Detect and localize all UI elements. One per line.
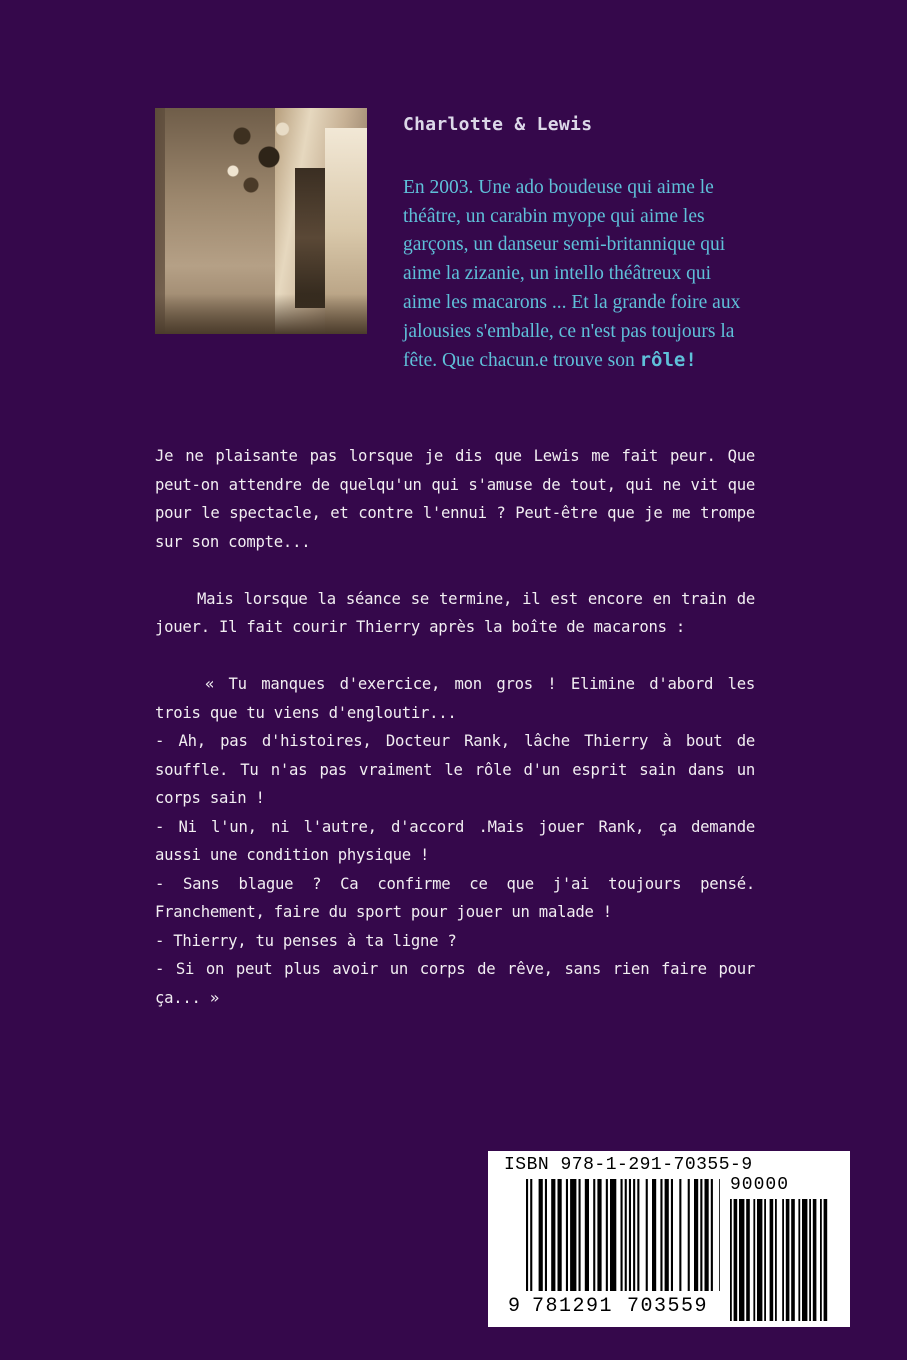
ean-left-digits: 781291 (532, 1295, 614, 1318)
barcode-bar (700, 1179, 702, 1291)
excerpt (155, 442, 755, 1012)
barcode-bar (671, 1179, 673, 1291)
barcode-bar (530, 1179, 532, 1291)
barcode-bar (809, 1199, 811, 1321)
ean-first-digit: 9 (508, 1295, 521, 1318)
barcode-bar (610, 1179, 616, 1291)
barcode-bar (606, 1179, 608, 1291)
barcode-bar (558, 1179, 562, 1291)
isbn-label: ISBN 978-1-291-70355-9 (504, 1155, 753, 1175)
barcode-bar (786, 1199, 790, 1321)
barcode-bar (633, 1179, 635, 1291)
barcode-bar (621, 1179, 623, 1291)
barcode-bar (791, 1199, 795, 1321)
barcode-bar (705, 1179, 709, 1291)
barcode-bar (820, 1199, 822, 1321)
cover-photo-alley (155, 108, 367, 334)
blurb (403, 174, 743, 376)
barcode-bar (526, 1179, 528, 1291)
barcode-bar (798, 1199, 800, 1321)
dialogue-line-6: - Si on peut plus avoir un corps de rêve, sans rien faire pour ça... » (155, 960, 755, 1007)
dialogue-line-1: « Tu manques d'exercice, mon gros ! Elimine d'abord les trois que tu viens d'engloutir... (155, 675, 755, 722)
barcode-bar (679, 1179, 681, 1291)
barcode-bar (579, 1179, 581, 1291)
barcode-bar (629, 1179, 631, 1291)
barcode-bar (694, 1179, 698, 1291)
barcode-bar (566, 1179, 568, 1291)
photo-ground-shadow (155, 294, 367, 334)
barcode-bar (551, 1179, 555, 1291)
barcode-bar (665, 1179, 669, 1291)
barcode-bar (739, 1199, 744, 1321)
barcode-bar (625, 1179, 627, 1291)
barcode-bar (802, 1199, 807, 1321)
barcode-bar (593, 1179, 595, 1291)
dialogue-line-3: - Ni l'un, ni l'autre, d'accord .Mais jouer Rank, ça demande aussi une condition physique ! (155, 817, 755, 864)
book-title: Charlotte & Lewis (403, 114, 593, 135)
barcode-bar (746, 1199, 750, 1321)
barcode-bar (782, 1199, 784, 1321)
barcode-bar (545, 1179, 547, 1291)
barcode-bar (570, 1179, 576, 1291)
blurb-emphasis: rôle! (639, 349, 697, 372)
barcode-bar (539, 1179, 543, 1291)
paragraph-gap (155, 642, 755, 671)
barcode-bar (730, 1199, 732, 1321)
barcode-bar (585, 1179, 589, 1291)
barcode-bar (646, 1179, 648, 1291)
barcode-bar (753, 1199, 755, 1321)
barcode-bar (652, 1179, 656, 1291)
dialogue-line-4: - Sans blague ? Ca confirme ce que j'ai toujours pensé. Franchement, faire du sport pour jouer un malade ! (155, 874, 755, 921)
barcode-bar (597, 1179, 601, 1291)
barcode-bar (770, 1199, 774, 1321)
ean-right-digits: 703559 (627, 1295, 709, 1318)
barcode-bar (764, 1199, 766, 1321)
excerpt-paragraph-1: Je ne plaisante pas lorsque je dis que Lewis me fait peur. Que peut-on attendre de quelqu'un qui s'amuse de tout, qui ne vit que pour le spectacle, et contre l'ennui ? Peut-être que je me trompe sur son compte... (155, 447, 755, 551)
barcode-bar (660, 1179, 662, 1291)
blurb-text: En 2003. Une ado boudeuse qui aime le théâtre, un carabin myope qui aime les garçons, un danseur semi-britannique qui aime la zizanie, un intello théâtreux qui aime les macarons ... Et la grande foire aux jalousies s'emballe, ce n'est pas toujours la fête. Que chacun.e trouve son (403, 177, 741, 372)
barcode-bar (824, 1199, 828, 1321)
paragraph-gap (155, 556, 755, 585)
addon-price-code: 90000 (730, 1175, 790, 1195)
dialogue-line-2: - Ah, pas d'histoires, Docteur Rank, lâche Thierry à bout de souffle. Tu n'as pas vraiment le rôle d'un esprit sain dans un corps sain ! (155, 732, 755, 807)
barcode-bar (711, 1179, 713, 1291)
barcode-bar (757, 1199, 762, 1321)
barcode-bar (734, 1199, 738, 1321)
addon-bars (730, 1199, 838, 1321)
barcode-bar (688, 1179, 690, 1291)
photo-climbing-roses (215, 108, 305, 248)
barcode-bar (637, 1179, 639, 1291)
ean13-bars (526, 1179, 720, 1291)
barcode-bar (719, 1179, 720, 1291)
barcode-bar (813, 1199, 817, 1321)
dialogue-line-5: - Thierry, tu penses à ta ligne ? (155, 931, 457, 950)
isbn-barcode (488, 1151, 850, 1327)
barcode-bar (775, 1199, 777, 1321)
excerpt-paragraph-2: Mais lorsque la séance se termine, il est encore en train de jouer. Il fait courir Thierry après la boîte de macarons : (155, 589, 755, 636)
